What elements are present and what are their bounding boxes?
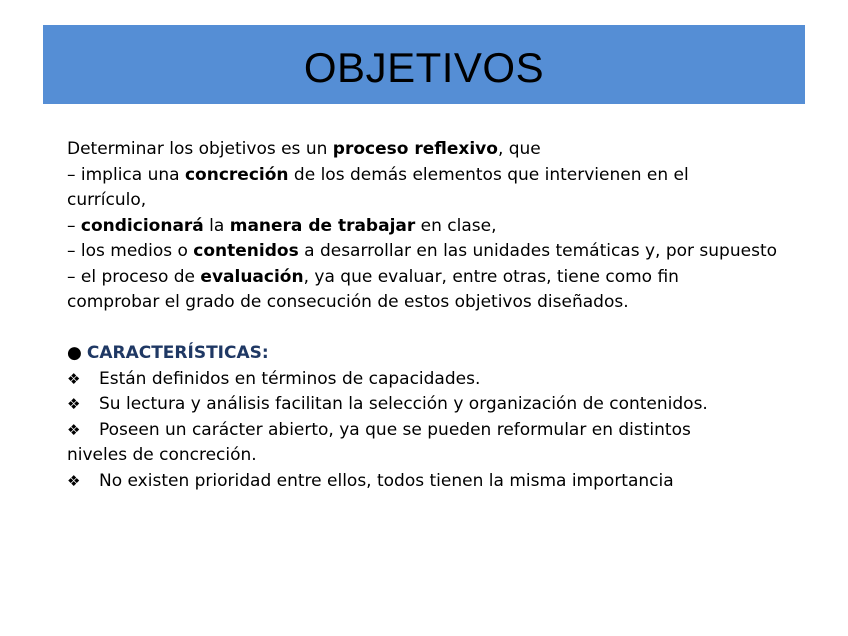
characteristic-item-3: ❖ Poseen un carácter abierto, ya que se pueden reformular en distintos [67, 418, 787, 444]
intro-line-6: – el proceso de evaluación, ya que evaluar, entre otras, tiene como fin [67, 266, 679, 287]
diamond-bullet-icon: ❖ [67, 369, 81, 388]
diamond-bullet-icon: ❖ [67, 395, 81, 413]
intro-line-1: Determinar los objetivos es un proceso reflexivo, que [67, 139, 541, 159]
bullet-dot-icon: ● [67, 343, 82, 363]
characteristics-heading: CARACTERÍSTICAS: [86, 343, 269, 363]
intro-line-7: comprobar el grado de consecución de estos objetivos diseñados. [67, 292, 629, 312]
diamond-bullet-icon: ❖ [67, 420, 81, 439]
characteristic-item-3-continuation: niveles de concreción. [67, 445, 257, 465]
characteristic-item-2: ❖ Su lectura y análisis facilitan la selección y organización de contenidos. [67, 392, 787, 418]
intro-line-5: – los medios o contenidos a desarrollar en las unidades temáticas y, por supuesto [67, 241, 778, 261]
intro-line-4: – condicionará la manera de trabajar en clase, [67, 215, 497, 236]
characteristic-item-4: ❖ No existen prioridad entre ellos, todos tienen la misma importancia [67, 469, 787, 495]
intro-line-3: currículo, [67, 190, 147, 210]
characteristics-heading-line [67, 341, 787, 367]
diamond-bullet-icon: ❖ [67, 471, 81, 490]
slide-title: OBJETIVOS [303, 43, 545, 91]
characteristic-item-1: ❖ Están definidos en términos de capacidades. [67, 367, 787, 393]
paragraph-spacer [67, 316, 787, 342]
slide-body [67, 137, 787, 494]
intro-line-2: – implica una concreción de los demás elementos que intervienen en el [67, 164, 689, 185]
title-banner [43, 25, 805, 104]
